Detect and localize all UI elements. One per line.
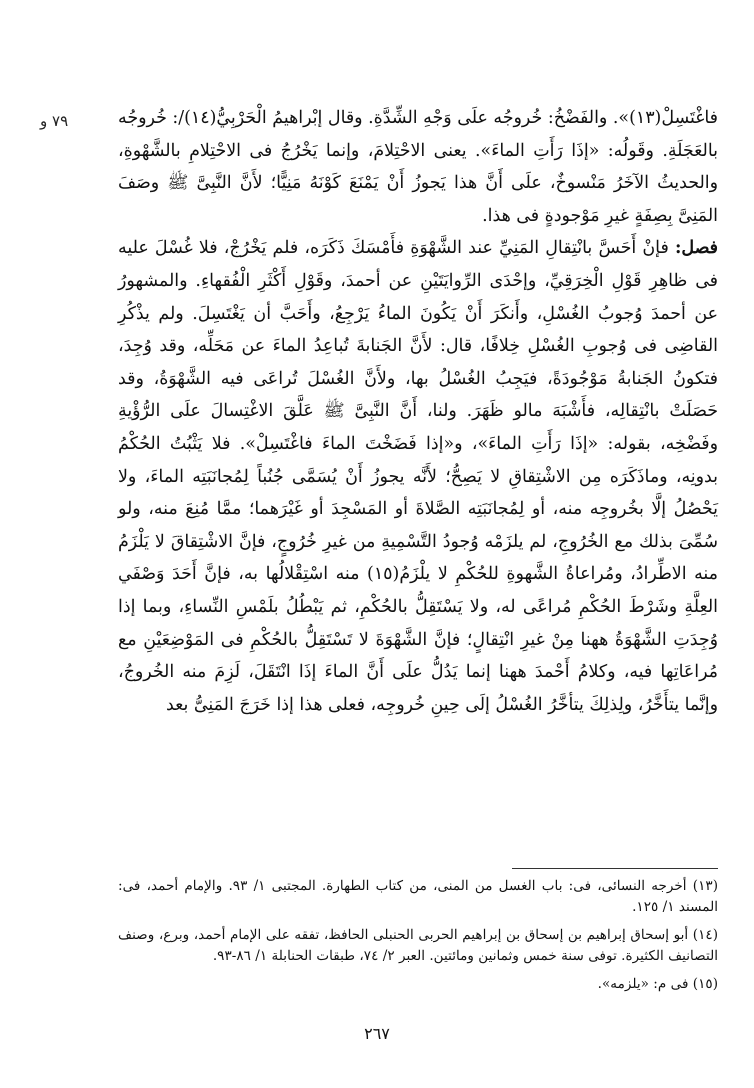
footnote-14: (١٤) أبو إسحاق إبراهيم بن إسحاق بن إبراهيم الحربى الحنبلى الحافظ، تفقه على الإمام أحمد، وبرع، وصنف التصانيف الكثيرة. توفى سنة خمس وثمانين ومائتين. العبر ٢/ ٧٤، طبقات الحنابلة ١/ ٨٦-٩٣. [118,927,718,964]
footnote-15: (١٥) فى م: «يلزمه». [597,976,718,992]
section-label-fasl: فصل: [675,238,718,259]
paragraph-2 [118,232,718,721]
page-number: ٢٦٧ [364,1024,390,1043]
paragraph-2-text: فإنْ أَحَسَّ بانْتِقالِ المَنِيِّ عند الشَّهْوَةِ فأَمْسَكَ ذَكَرَه، فلم يَخْرُجْ، فلا غُسْلَ عليه فى ظاهِرِ قَوْلِ الْخِرَقِيِّ، وإحْدَى الرِّوايَتَيْنِ عن أحمدَ، وقَوْلِ أَكْثَرِ الْفُقهاءِ. والمشهورُ عن أحمدَ وُجوبُ الغُسْلِ، وأَنكَرَ أَنْ يَكُونَ الماءُ يَرْجِعُ، وأَحَبَّ أن يَغْتَسِلَ. ولم يذْكُرِ القاضِى فى وُجوبِ الغُسْلِ خِلافًا، قال: لأَنَّ الجَنابةَ تُباعِدُ الماءَ عن مَحَلِّه، وقد وُجِدَ، فتكونُ الجَنابةُ مَوْجُودَةً، فيَجِبُ الغُسْلُ بها، ولأَنَّ الغُسْلَ تُراعَى فيه الشَّهْوَةُ، وقد حَصَلَتْ بانْتِقالِه، فأَشْبَهَ مالو ظَهَرَ. ولنا، أَنَّ النَّبِىَّ ﷺ عَلَّقَ الاغْتِسالَ علَى الرُّؤْيةِ وفَضْخِه، بقوله: «إذَا رَأَتِ الماءَ»، و«إذا فَضَخْتَ الماءَ فاغْتَسِلْ». فلا يَثْبُتُ الحُكْمُ بدونِه، وماذَكَرَه مِن الاشْتِقاقِ لا يَصِحُّ؛ لأَنَّه يجوزُ أَنْ يُسَمَّى جُنُباً لِمُجانَبَتِه الماءَ، ولا يَحْصُلُ إلَّا بخُروجِه منه، أو لِمُجانَبَتِه الصَّلاةَ أو المَسْجِدَ أو غَيْرَهما؛ ممَّا مُنِعَ منه، ولو سُمِّىَ بذلك مع الخُرُوجِ، لم يلزَمْه وُجودُ التَّسْمِيةِ من غيرِ خُرُوجٍ، فإنَّ الاشْتِقاقَ لا يَلْزَمُ منه الاطِّرادُ، ومُراعاةُ الشَّهوةِ للحُكْمِ لا يلْزَمُ(١٥) منه اسْتِقْلالُها به، فإنَّ أَحَدَ وَصْفَي العِلَّةِ وشَرْطَ الحُكْمِ مُراعًى له، ولا يَسْتَقِلُّ بالحُكْمِ، ثم يَبْطُلُ بلَمْسِ النِّساءِ، وبما إذا وُجِدَتِ الشَّهْوَةُ ههنا مِنْ غيرِ انْتِقالٍ؛ فإنَّ الشَّهْوَةَ لا تَسْتَقِلُّ بالحُكْمِ فى المَوْضِعَيْنِ مع مُراعَاتِها فيه، وكلامُ أَحْمدَ ههنا إنما يَدُلُّ علَى أَنَّ الماءَ إذَا انْتَقَلَ، لَزِمَ منه الخُروجُ، وإنَّما يتأَخَّرُ، ولِذلِكَ يتأخَّرُ الغُسْلُ إلَى حِينِ خُروجِه، فعلى هذا إذا خَرَجَ المَنِىُّ بعد [118,238,718,715]
paragraph-1: فاغْتَسِلْ(١٣)». والفَضْخُ: خُروجُه علَى وَجْهِ الشِّدَّةِ. وقال إبْراهيمُ الْحَرْبِيُّ(١٤)/: خُروجُه بالعَجَلَةِ. وقَولُه: «إذَا رَأَتِ الماءَ». يعنى الاحْتِلامَ، وإنما يَخْرُجُ فى الاحْتِلامِ بالشَّهْوةِ، والحديثُ الآخَرُ مَنْسوخٌ، علَى أَنَّ هذا يَجوزُ أَنْ يَمْنَعَ كَوْنَهُ مَنِيًّا؛ لأَنَّ النَّبِىَّ ﷺ وصَفَ المَنِىَّ بِصِفَةٍ غيرِ مَوْجودةٍ فى هذا. [118,108,718,226]
footnote-13: (١٣) أخرجه النسائى، فى: باب الغسل من المنى، من كتاب الطهارة. المجتبى ١/ ٩٣. والإمام أحمد، فى: المسند ١/ ١٢٥. [118,878,718,915]
main-text [118,102,718,721]
footnotes [118,876,718,1002]
footnote-separator [512,868,718,869]
margin-reference: ٧٩ و [40,112,69,130]
